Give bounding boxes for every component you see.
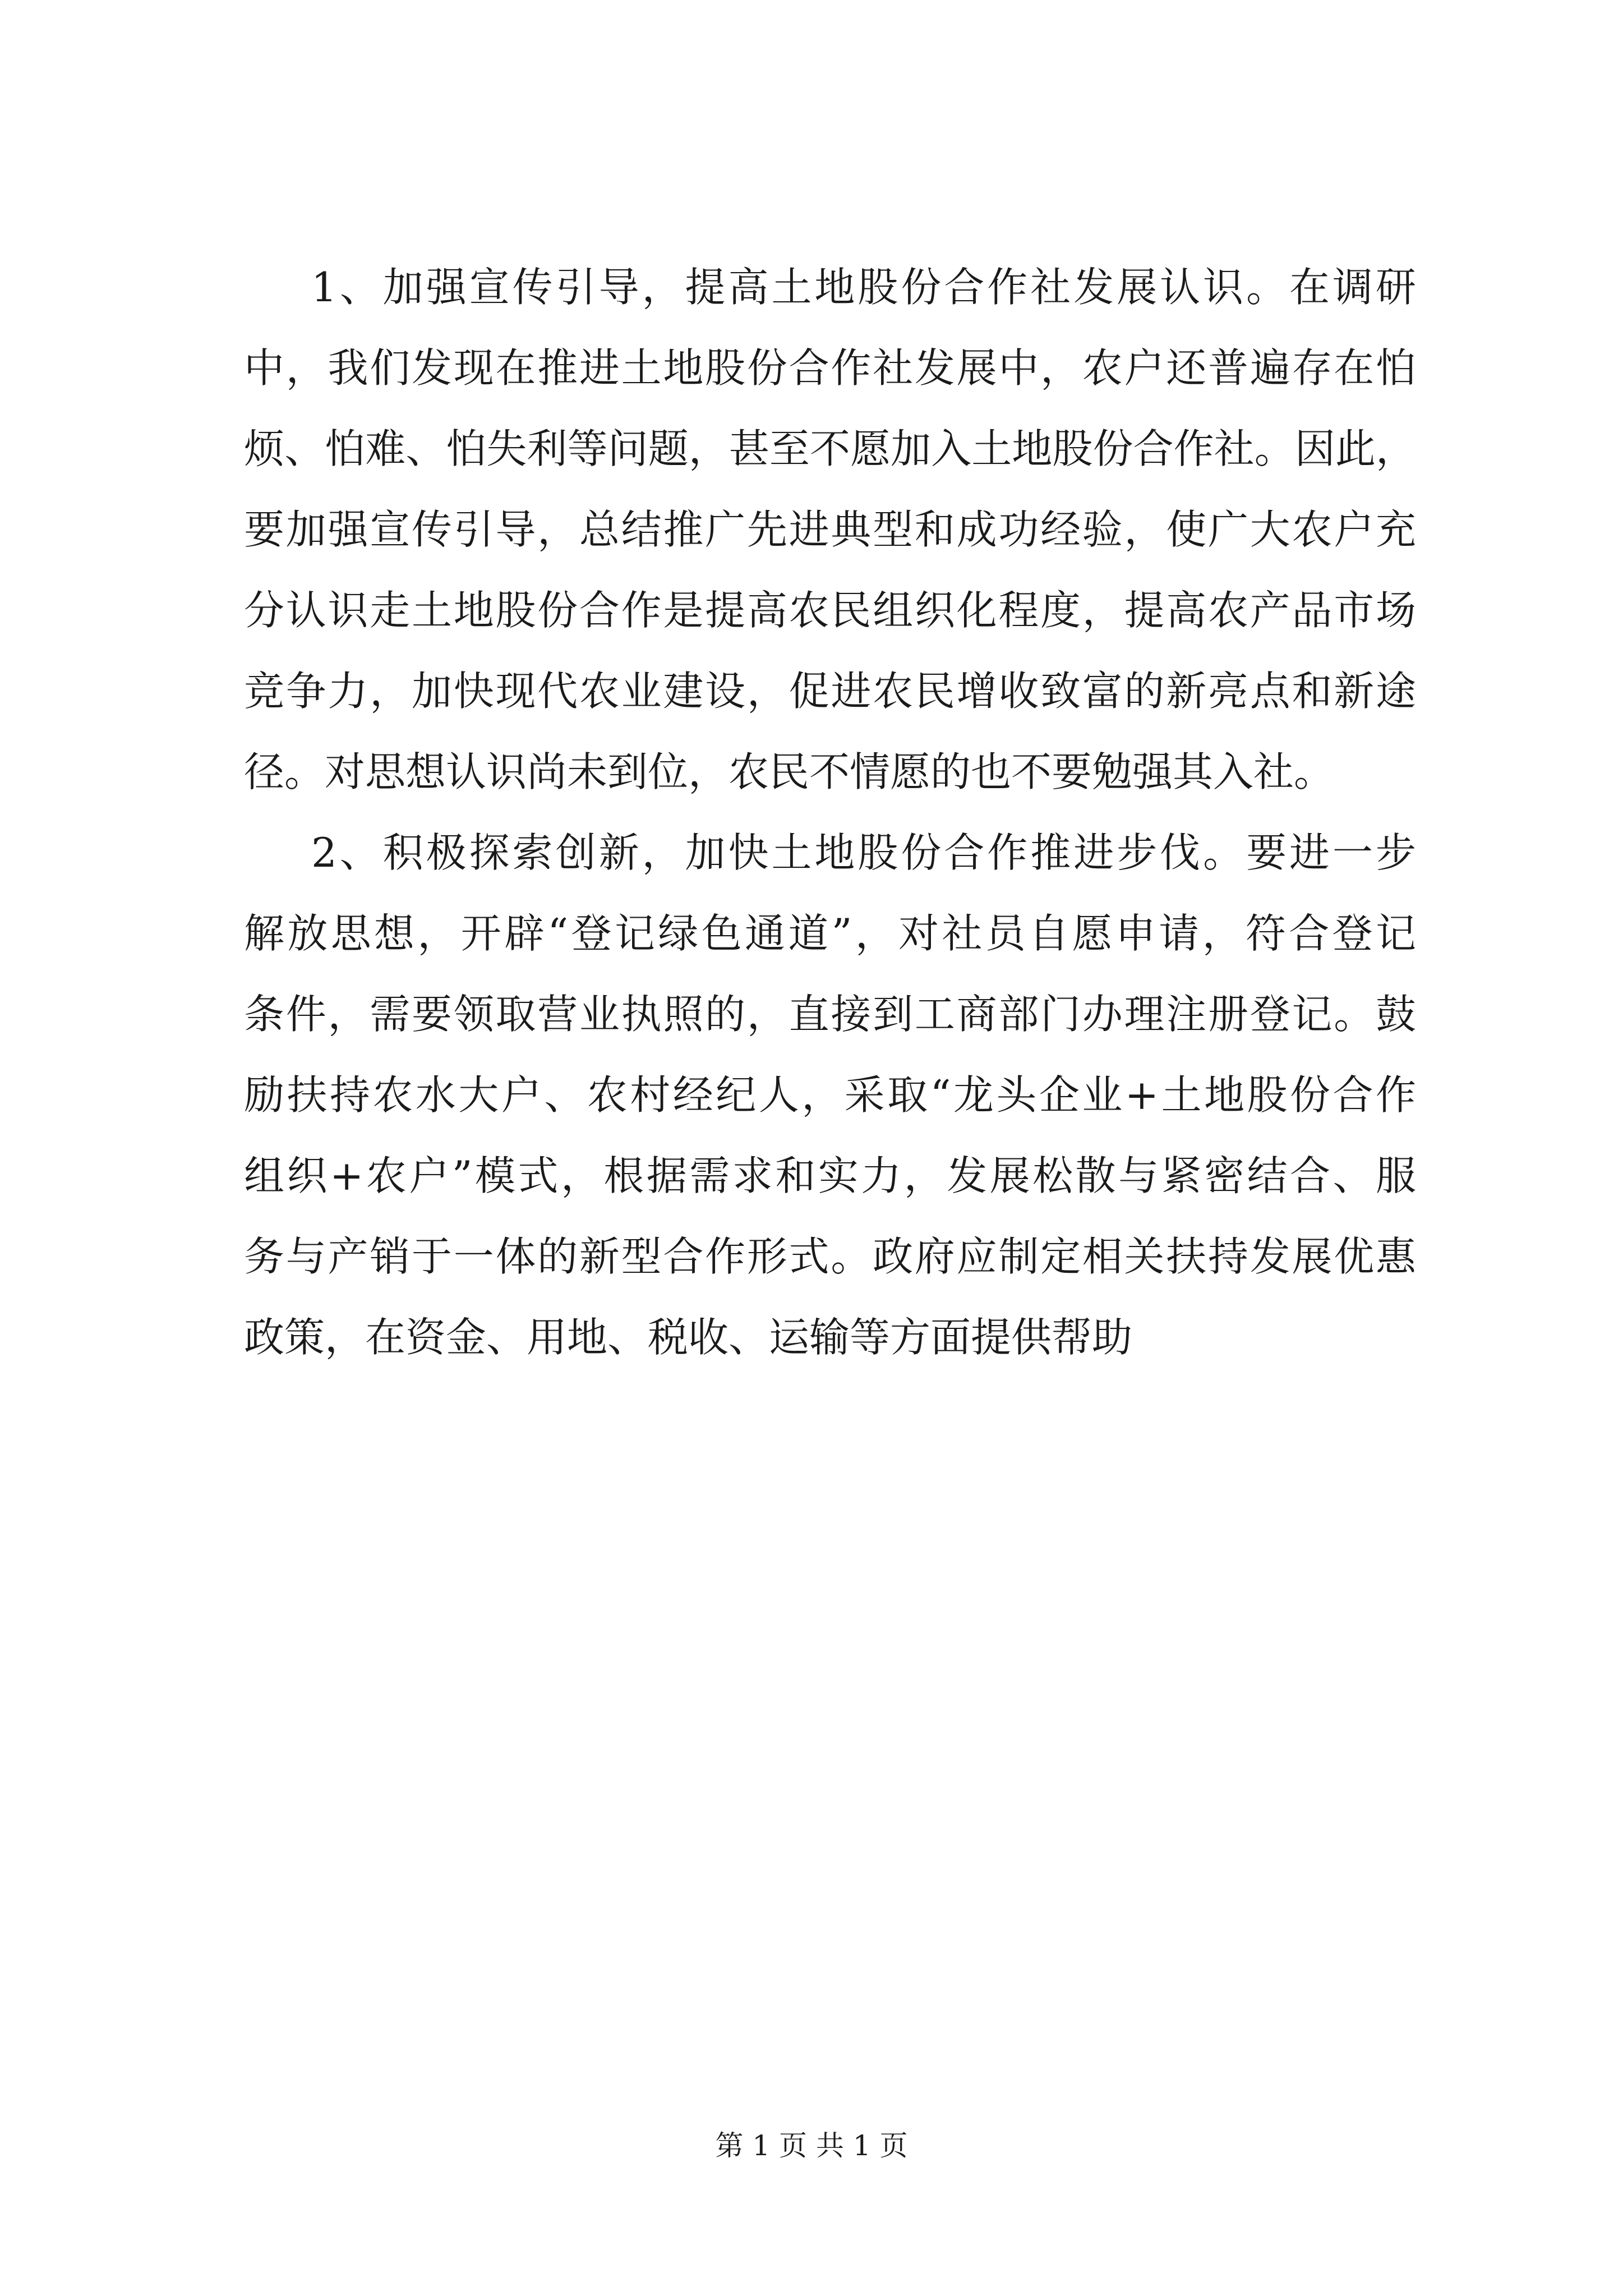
body-text xyxy=(244,247,1416,1378)
text-line: 励扶持农水大户、农村经纪人，采取“龙头企业+土地股份合作 xyxy=(244,1071,1416,1119)
text-line: 务与产销于一体的新型合作形式。政府应制定相关扶持发展优惠 xyxy=(244,1233,1416,1280)
text-line: 中，我们发现在推进土地股份合作社发展中，农户还普遍存在怕 xyxy=(244,344,1416,392)
text-line: 2、积极探索创新，加快土地股份合作推进步伐。要进一步 xyxy=(311,829,1416,876)
paragraph-1 xyxy=(244,247,1416,812)
page-number-footer: 第 1 页 共 1 页 xyxy=(715,2129,908,2162)
text-line: 径。对思想认识尚未到位，农民不情愿的也不要勉强其入社。 xyxy=(244,748,1335,795)
text-line: 烦、怕难、怕失利等问题，甚至不愿加入土地股份合作社。因此， xyxy=(244,425,1416,472)
text-line: 条件，需要领取营业执照的，直接到工商部门办理注册登记。鼓 xyxy=(244,991,1416,1038)
text-line: 政策，在资金、用地、税收、运输等方面提供帮助 xyxy=(244,1314,1133,1361)
text-line: 1、加强宣传引导，提高土地股份合作社发展认识。在调研 xyxy=(311,264,1416,311)
paragraph-2 xyxy=(244,812,1416,1378)
text-line: 组织+农户”模式，根据需求和实力，发展松散与紧密结合、服 xyxy=(244,1152,1416,1199)
text-line: 竞争力，加快现代农业建设，促进农民增收致富的新亮点和新途 xyxy=(244,668,1416,715)
text-line: 要加强宣传引导，总结推广先进典型和成功经验，使广大农户充 xyxy=(244,506,1416,553)
text-line: 解放思想，开辟“登记绿色通道”，对社员自愿申请，符合登记 xyxy=(244,910,1416,957)
text-line: 分认识走土地股份合作是提高农民组织化程度，提高农产品市场 xyxy=(244,587,1416,634)
